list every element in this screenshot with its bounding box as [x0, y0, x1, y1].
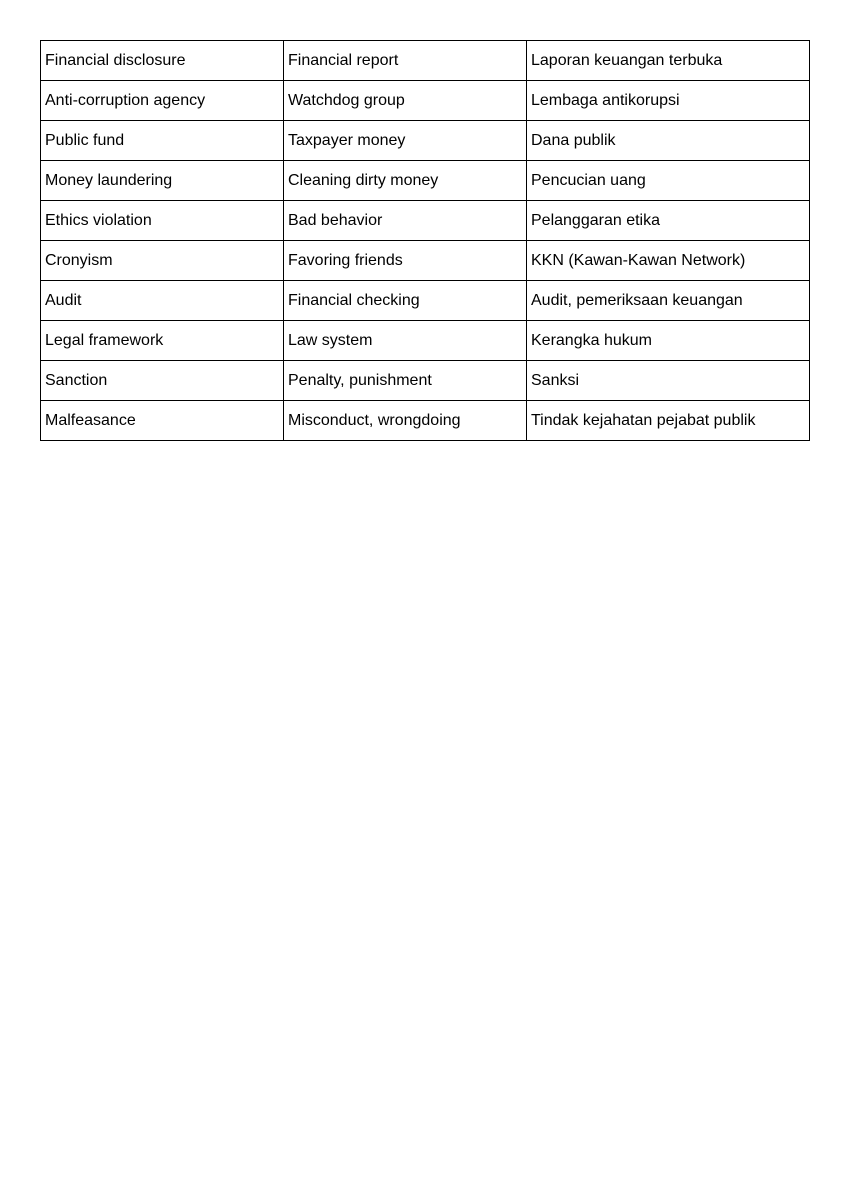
indonesian-cell: Lembaga antikorupsi [527, 81, 810, 121]
term-cell: Malfeasance [41, 401, 284, 441]
table-row [41, 121, 810, 161]
term-cell: Audit [41, 281, 284, 321]
table-row [41, 281, 810, 321]
plain-english-cell: Law system [284, 321, 527, 361]
term-cell: Legal framework [41, 321, 284, 361]
table-row [41, 241, 810, 281]
plain-english-cell: Financial report [284, 41, 527, 81]
plain-english-cell: Favoring friends [284, 241, 527, 281]
indonesian-cell: Pencucian uang [527, 161, 810, 201]
indonesian-cell: Pelanggaran etika [527, 201, 810, 241]
plain-english-cell: Watchdog group [284, 81, 527, 121]
table-row [41, 161, 810, 201]
table-row [41, 81, 810, 121]
plain-english-cell: Bad behavior [284, 201, 527, 241]
indonesian-cell: Audit, pemeriksaan keuangan [527, 281, 810, 321]
indonesian-cell: Dana publik [527, 121, 810, 161]
plain-english-cell: Penalty, punishment [284, 361, 527, 401]
term-cell: Anti-corruption agency [41, 81, 284, 121]
table-row [41, 401, 810, 441]
indonesian-cell: Kerangka hukum [527, 321, 810, 361]
term-cell: Ethics violation [41, 201, 284, 241]
indonesian-cell: Laporan keuangan terbuka [527, 41, 810, 81]
table-row [41, 361, 810, 401]
indonesian-cell: Tindak kejahatan pejabat publik [527, 401, 810, 441]
term-cell: Financial disclosure [41, 41, 284, 81]
term-cell: Money laundering [41, 161, 284, 201]
indonesian-cell: KKN (Kawan-Kawan Network) [527, 241, 810, 281]
table-row [41, 41, 810, 81]
table-row [41, 321, 810, 361]
term-cell: Public fund [41, 121, 284, 161]
indonesian-cell: Sanksi [527, 361, 810, 401]
term-cell: Cronyism [41, 241, 284, 281]
plain-english-cell: Taxpayer money [284, 121, 527, 161]
term-cell: Sanction [41, 361, 284, 401]
plain-english-cell: Misconduct, wrongdoing [284, 401, 527, 441]
plain-english-cell: Financial checking [284, 281, 527, 321]
table-row [41, 201, 810, 241]
glossary-table [40, 40, 810, 441]
plain-english-cell: Cleaning dirty money [284, 161, 527, 201]
